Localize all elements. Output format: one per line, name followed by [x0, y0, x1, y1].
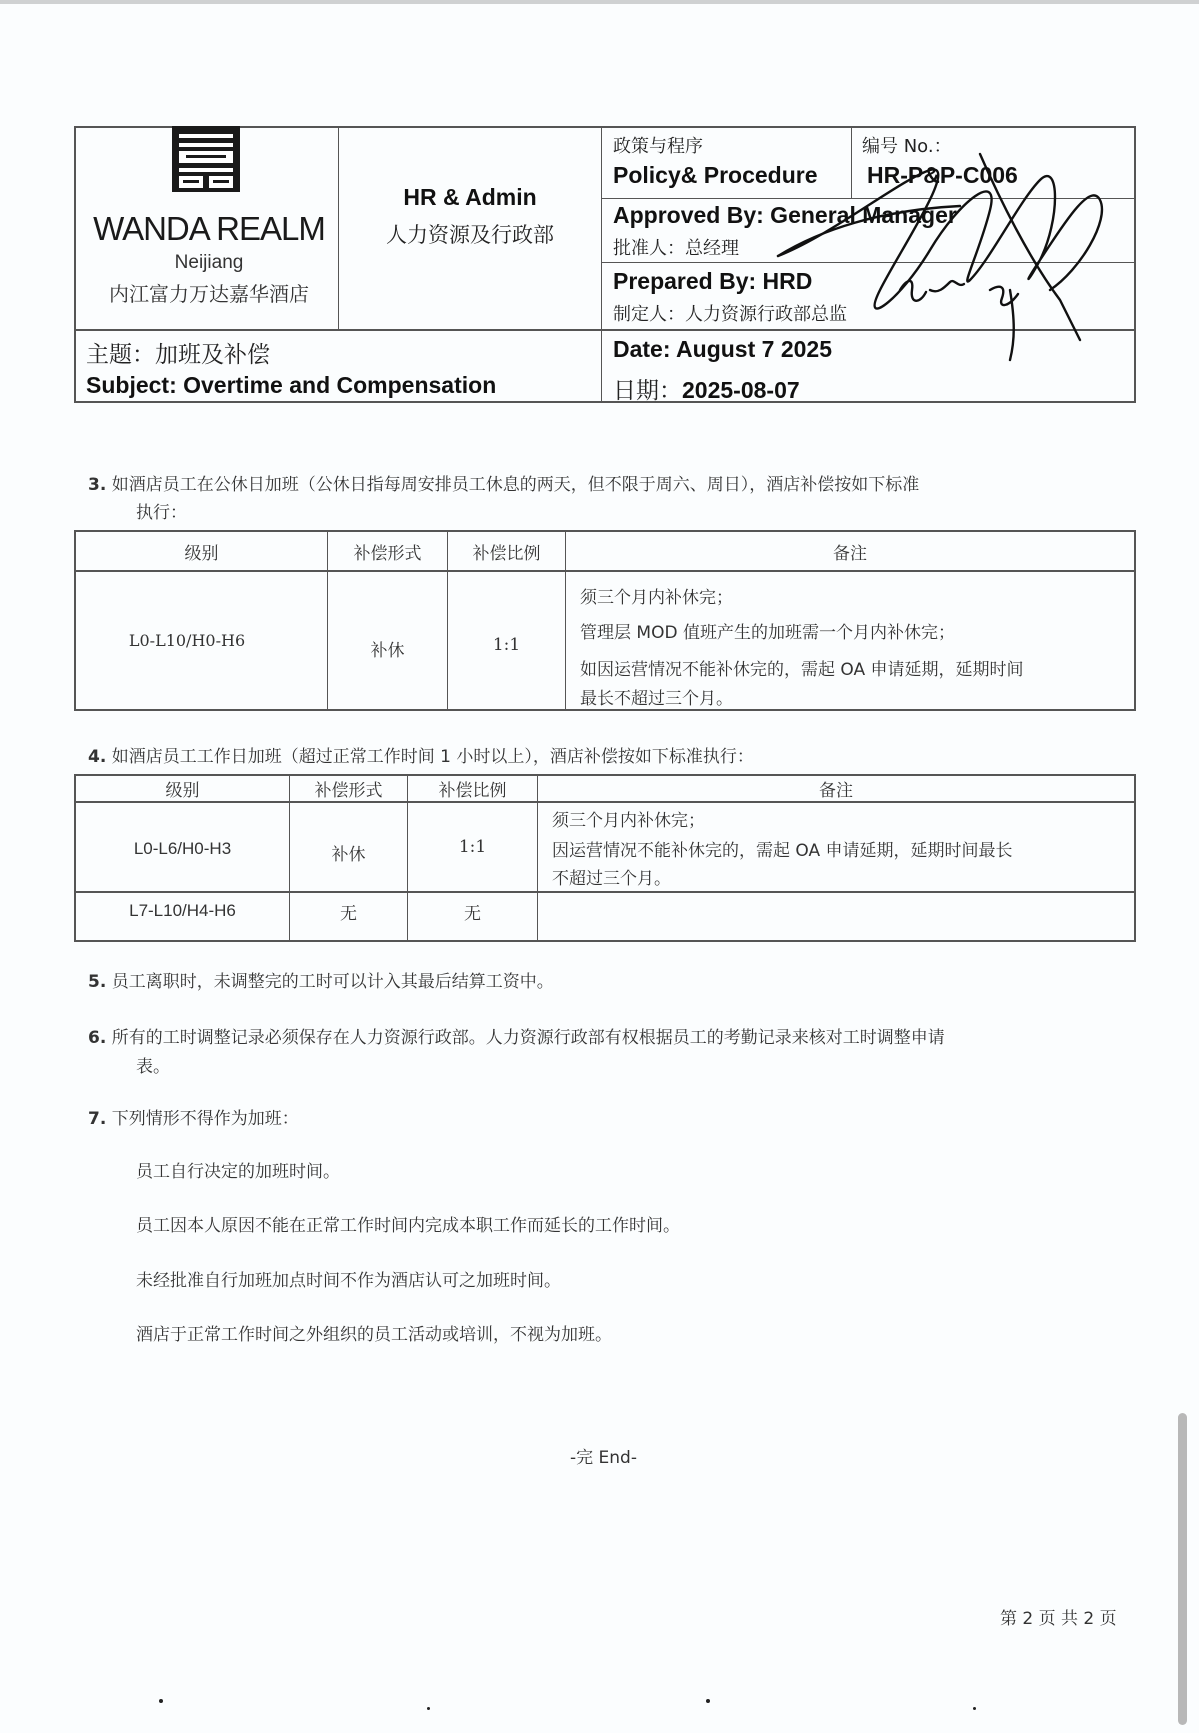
section-4-number: 4.	[88, 747, 107, 767]
section-3-line2: 执行：	[136, 503, 187, 523]
table2-row1-note3: 不超过三个月。	[552, 869, 671, 889]
section-3-line1: 如酒店员工在公休日加班（公休日指每周安排员工休息的两天，但不限于周六、周日），酒店补偿按如下标准	[111, 475, 920, 495]
subject-cn: 主题：加班及补偿	[86, 342, 270, 368]
department-en: HR & Admin	[403, 184, 537, 210]
page-number: 第 2 页 共 2 页	[1000, 1609, 1117, 1629]
table1-row1-note1: 须三个月内补休完；	[580, 588, 733, 608]
table1-header-level: 级别	[184, 543, 219, 564]
date-cn	[613, 372, 800, 405]
scan-speck	[159, 1699, 163, 1703]
list-item: 未经批准自行加班加点时间不作为酒店认可之加班时间。	[136, 1271, 561, 1291]
table2-row1-ratio: 1:1	[458, 837, 487, 857]
section-5-number: 5.	[88, 972, 107, 992]
section-7-text: 下列情形不得作为加班：	[111, 1109, 299, 1129]
table2-row2-ratio: 无	[464, 903, 481, 924]
section-5-text: 员工离职时，未调整完的工时可以计入其最后结算工资中。	[111, 972, 554, 992]
table2-header-notes: 备注	[819, 781, 853, 801]
date-cn-value: 2025-08-07	[682, 377, 800, 403]
wanda-logo-icon	[172, 126, 240, 192]
table1-header-form: 补偿形式	[353, 543, 422, 564]
section-6-line2: 表。	[136, 1057, 170, 1077]
signature-icon	[760, 140, 1120, 370]
subject-en: Subject: Overtime and Compensation	[86, 372, 497, 398]
section-3-number: 3.	[88, 475, 107, 495]
hotel-name-cn: 内江富力万达嘉华酒店	[109, 282, 309, 306]
prepared-by-cn: 制定人：人力资源行政部总监	[613, 304, 847, 325]
section-6	[88, 1023, 1148, 1053]
section-3	[88, 470, 1138, 500]
section-7-number: 7.	[88, 1109, 107, 1129]
approved-by-en: Approved By: General Manager	[613, 202, 957, 228]
scan-speck	[973, 1707, 976, 1710]
table1-row1-note3: 如因运营情况不能补休完的，需起 OA 申请延期，延期时间	[580, 660, 1024, 680]
date-cn-label: 日期：	[613, 378, 682, 404]
table1-row1-note4: 最长不超过三个月。	[580, 689, 733, 709]
table1-header-notes: 备注	[833, 543, 867, 564]
section-6-line1: 所有的工时调整记录必须保存在人力资源行政部。人力资源行政部有权根据员工的考勤记录来核对工时调整申请	[111, 1028, 945, 1048]
table1-row1-ratio: 1:1	[492, 635, 521, 655]
table2-header-ratio: 补偿比例	[438, 781, 507, 801]
top-edge	[0, 0, 1199, 4]
prepared-by-en: Prepared By: HRD	[613, 268, 813, 294]
table2-row1-form: 补休	[331, 844, 366, 865]
table1-header-ratio: 补偿比例	[472, 543, 541, 564]
approved-by-cn: 批准人：总经理	[613, 238, 739, 259]
doc-number-label: 编号 No.：	[862, 136, 952, 157]
list-item: 员工自行决定的加班时间。	[136, 1162, 340, 1182]
scan-speck	[427, 1707, 430, 1710]
table2-row2-form: 无	[340, 903, 357, 924]
table2-row1-note1: 须三个月内补休完；	[552, 811, 705, 831]
section-4-text: 如酒店员工工作日加班（超过正常工作时间 1 小时以上），酒店补偿按如下标准执行：	[111, 747, 754, 767]
table1-row1-form: 补休	[370, 640, 405, 661]
section-4	[88, 742, 1138, 772]
scan-speck	[706, 1699, 710, 1703]
table2-row1-level: L0-L6/H0-H3	[133, 839, 232, 858]
table1-row1-level: L0-L10/H0-H6	[128, 630, 246, 650]
brand-name: WANDA REALM	[93, 210, 325, 247]
table2-row2-level: L7-L10/H4-H6	[129, 901, 236, 920]
vertical-scrollbar[interactable]	[1178, 1413, 1187, 1725]
list-item: 酒店于正常工作时间之外组织的员工活动或培训，不视为加班。	[136, 1325, 612, 1345]
date-en: Date: August 7 2025	[613, 336, 832, 362]
list-item: 员工因本人原因不能在正常工作时间内完成本职工作而延长的工作时间。	[136, 1216, 680, 1236]
table2-header-form: 补偿形式	[314, 781, 383, 801]
section-6-number: 6.	[88, 1028, 107, 1048]
table2-row1-note2: 因运营情况不能补休完的，需起 OA 申请延期，延期时间最长	[552, 841, 1013, 861]
department-cn: 人力资源及行政部	[386, 223, 554, 247]
section-7	[88, 1104, 1138, 1134]
doc-number: HR-P&P-C006	[867, 162, 1018, 188]
policy-label-cn: 政策与程序	[613, 136, 703, 157]
table1-row1-note2: 管理层 MOD 值班产生的加班需一个月内补休完；	[580, 623, 955, 643]
brand-city: Neijiang	[174, 252, 244, 273]
end-marker: -完 End-	[570, 1448, 637, 1468]
table2-header-level: 级别	[165, 781, 200, 801]
policy-label-en: Policy& Procedure	[613, 162, 818, 188]
section-5	[88, 967, 1138, 997]
